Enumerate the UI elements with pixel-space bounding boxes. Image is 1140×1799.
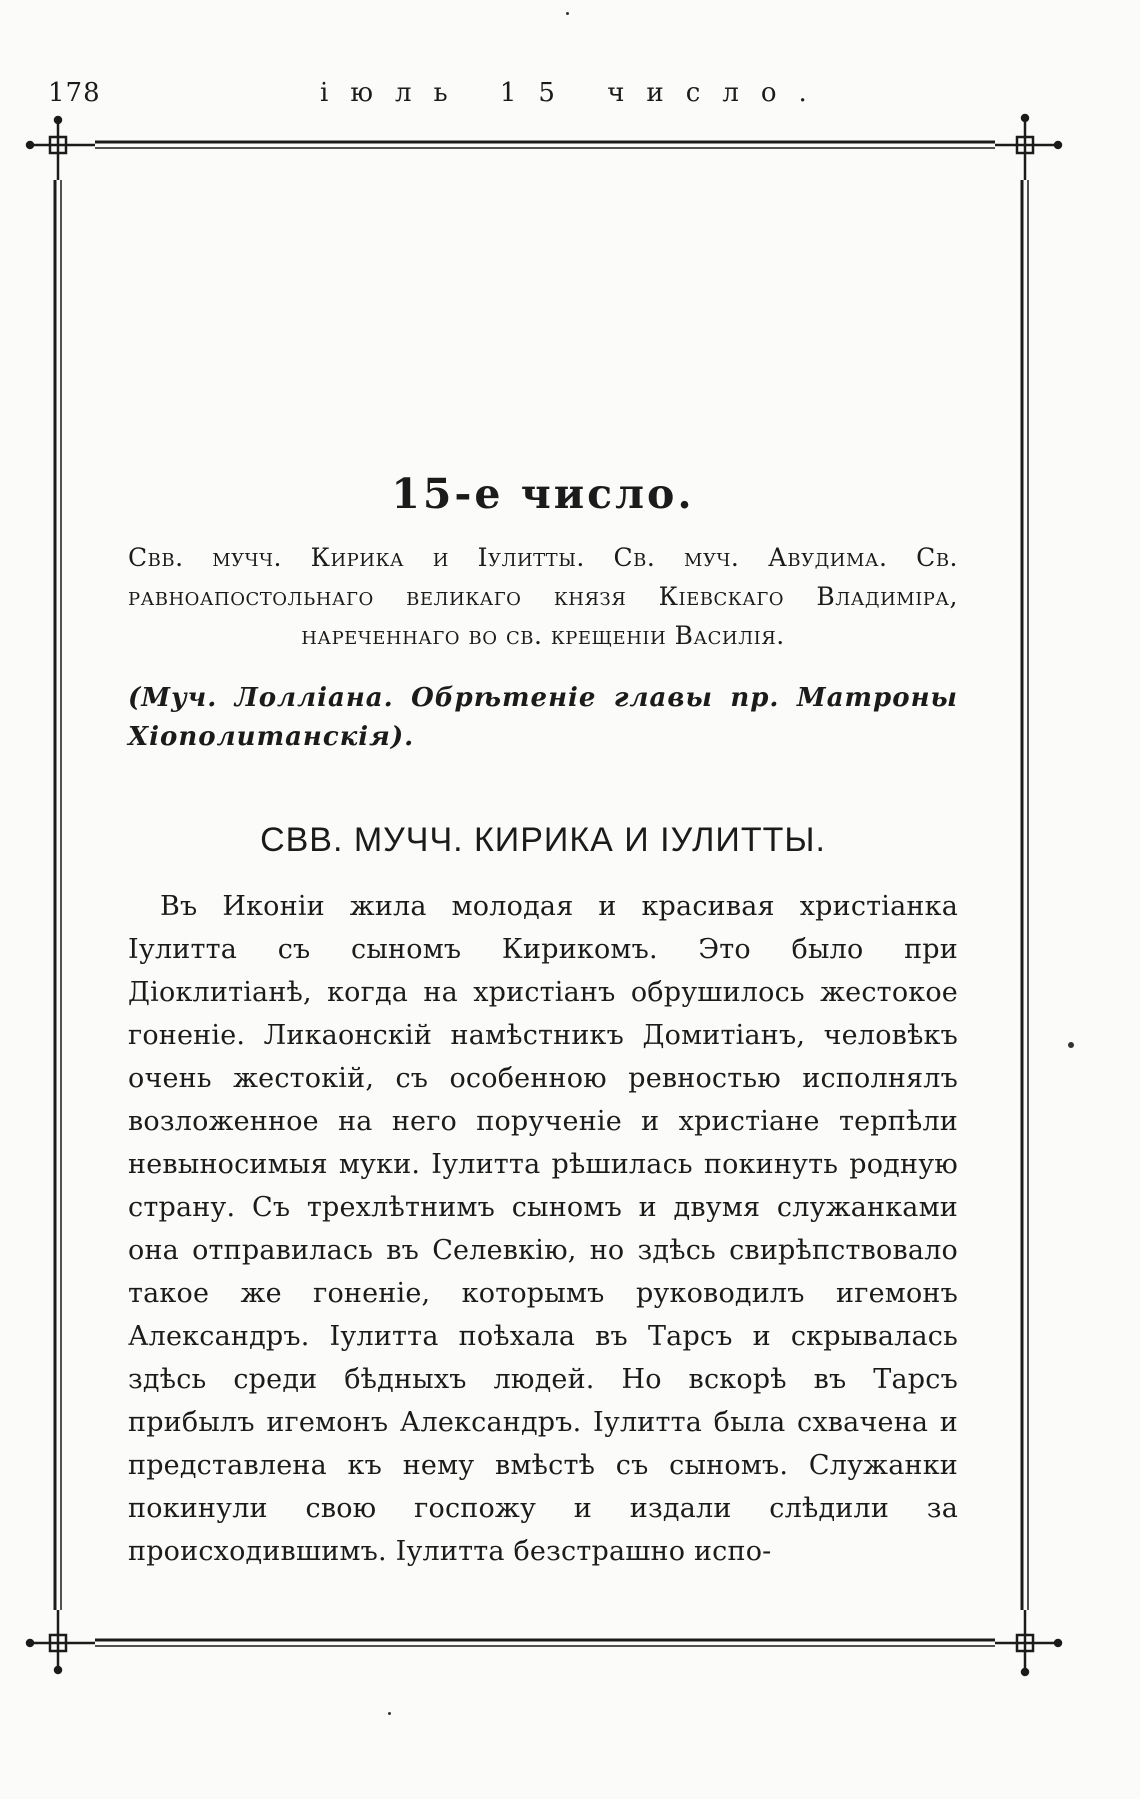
section-heading: СВВ. МУЧЧ. КИРИКА И ІУЛИТТЫ. <box>260 821 826 859</box>
saints-of-the-day: Свв. мучч. Кирика и Іулитты. Св. муч. Авудима. Св. равноапостольнаго великаго князя Кіевскаго Владиміра, нареченнаго во св. крещеніи Василія. <box>128 543 958 650</box>
running-title: іюль 15 число. <box>320 78 829 108</box>
scan-speck <box>388 1712 391 1715</box>
corner-ornament-bottom-right <box>995 1610 1061 1675</box>
corner-ornament-top-left <box>27 117 95 180</box>
commemoration-note: (Муч. Лолліана. Обрѣтеніе главы пр. Матроны Хіополитанскія). <box>128 683 958 752</box>
page-number: 178 <box>48 78 101 108</box>
scan-speck <box>1068 1042 1074 1048</box>
body-paragraph: Въ Иконіи жила молодая и красивая христіанка Іулитта съ сыномъ Кирикомъ. Это было при Діоклитіанѣ, когда на христіанъ обрушилось жестокое гоненіе. Ликаонскій намѣстникъ Домитіанъ, человѣкъ очень жестокій, съ особенною ревностью исполнялъ возложенное на него порученіе и христіане терпѣли невыносимыя муки. Іулитта рѣшилась покинуть родную страну. Съ трехлѣтнимъ сыномъ и двумя служанками она отправилась въ Селевкію, но здѣсь свирѣпствовало такое же гоненіе, которымъ руководилъ игемонъ Александръ. Іулитта поѣхала въ Тарсъ и скрывалась здѣсь среди бѣдныхъ людей. Но вскорѣ въ Тарсъ прибылъ игемонъ Александръ. Іулитта была схвачена и представлена къ нему вмѣстѣ съ сыномъ. Служанки покинули свою госпожу и издали слѣдили за происходившимъ. Іулитта безстрашно испо- <box>128 891 958 1567</box>
corner-ornament-bottom-left <box>27 1610 95 1673</box>
corner-ornament-top-right <box>995 115 1061 180</box>
scan-speck <box>566 12 569 15</box>
chapter-heading: 15-е число. <box>391 470 695 518</box>
page-content <box>128 470 958 1573</box>
